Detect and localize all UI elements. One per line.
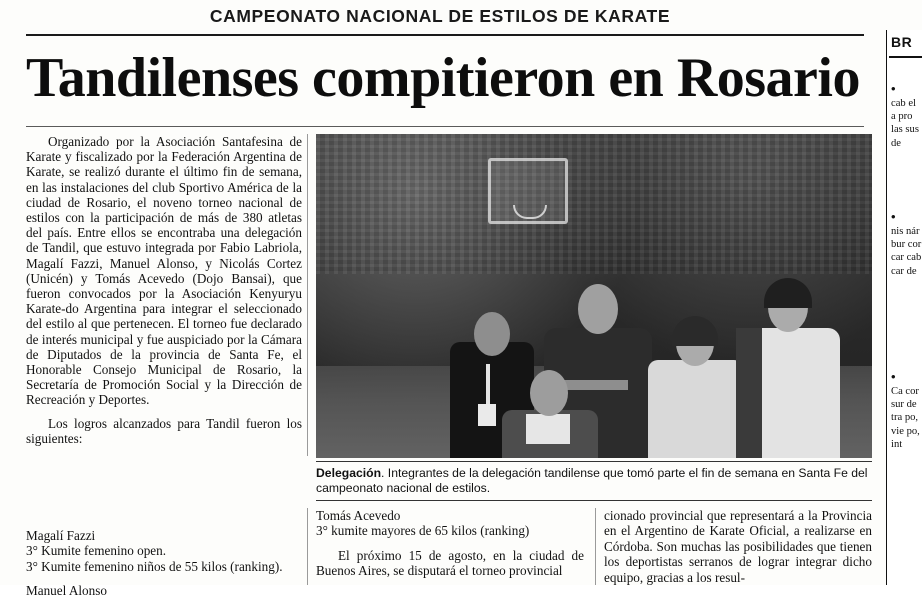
bullet-icon: •	[891, 369, 896, 384]
article-body-middle	[316, 508, 584, 579]
sidebar-item-1[interactable]	[891, 210, 922, 278]
photo-person-child	[502, 370, 598, 458]
photo-person-5	[734, 282, 842, 458]
athlete-name-tomas: Tomás Acevedo	[316, 508, 401, 523]
section-kicker: CAMPEONATO NACIONAL DE ESTILOS DE KARATE	[209, 6, 671, 26]
column-divider-1	[307, 508, 308, 585]
article-paragraph-2: Los logros alcanzados para Tandil fueron los siguientes:	[26, 415, 302, 446]
article-body-right	[604, 508, 872, 585]
caption-lead: Delegación	[316, 466, 382, 480]
bullet-icon: •	[891, 81, 896, 96]
athlete-name-magali: Magalí Fazzi	[26, 528, 96, 543]
caption-divider-bottom	[316, 500, 872, 501]
result-line-2: 3° Kumite femenino niños de 55 kilos (ranking).	[26, 558, 283, 574]
column-divider-photo	[307, 134, 308, 456]
column-divider-2	[595, 508, 596, 585]
result-line-1: 3° Kumite femenino open.	[26, 543, 167, 559]
basketball-hoop-icon	[488, 158, 568, 224]
page-title: Tandilenses compitieron en Rosario	[26, 47, 860, 109]
article-paragraph-1: Organizado por la Asociación Santafesina de Karate y fiscalizado por la Federación Argentina de Karate, se realizó durante el último fin de semana, en las instalaciones del club Sportivo América de la ciudad de Rosario, el noveno torneo nacional de estilos con la participación de más de 380 atletas del país. Entre ellos se encontraba una delegación de Tandil, que estuvo integrada por Fabio Labriola, Magalí Fazzi, Manuel Alonso, y Nicolás Cortez (Unicén) y Tomás Acevedo (Dojo Bansai), que fueron convocados por la Asociación Kenyuryu Karate-do Argentina para integrar el seleccionado del estilo al que pertenecen. El torneo fue declarado de interés municipal y fue auspiciado por la Cámara de Diputados de la provincia de Santa Fe, el Honorable Consejo Municipal de Rosario, la Secretaría de Promoción Social y la Dirección de Recreación y Deportes.	[26, 134, 302, 408]
sidebar-item-2[interactable]	[891, 370, 922, 451]
sidebar-item-0[interactable]	[891, 82, 922, 150]
article-body-left	[26, 134, 302, 446]
sidebar-divider-top	[889, 56, 922, 58]
top-divider	[26, 34, 864, 36]
sidebar-title: BR	[891, 34, 913, 50]
caption-divider-top	[316, 461, 872, 462]
sidebar-briefs	[886, 30, 922, 585]
photo-crowd-stands	[316, 134, 872, 274]
sidebar-item-0-text: cab el a pro las sus de	[891, 98, 919, 149]
photo-person-4	[646, 320, 746, 458]
headline-divider	[26, 126, 864, 127]
caption-text: . Integrantes de la delegación tandilense que tomó parte el fin de semana en Santa Fe del campeonato nacional de estilos.	[316, 466, 868, 495]
result-line-tomas: 3° kumite mayores de 65 kilos (ranking)	[316, 523, 530, 539]
bullet-icon: •	[891, 209, 896, 224]
photo-caption	[316, 466, 872, 495]
article-photo	[316, 134, 872, 458]
sidebar-item-2-text: Ca cor sur de tra po, vie po, int	[891, 386, 920, 450]
middle-paragraph: El próximo 15 de agosto, en la ciudad de Buenos Aires, se disputará el torneo provincial	[316, 547, 584, 579]
results-list	[26, 528, 306, 599]
sidebar-item-1-text: nis nár bur cor car cab car de	[891, 226, 922, 277]
right-paragraph: cionado provincial que representará a la Provincia en el Argentino de Karate Oficial, a realizarse en Córdoba. Son muchas las posibilidades que tienen los deportistas serranos de lograr integrar dicho equipo, gracias a los resul-	[604, 508, 872, 585]
athlete-name-manuel: Manuel Alonso	[26, 583, 107, 599]
